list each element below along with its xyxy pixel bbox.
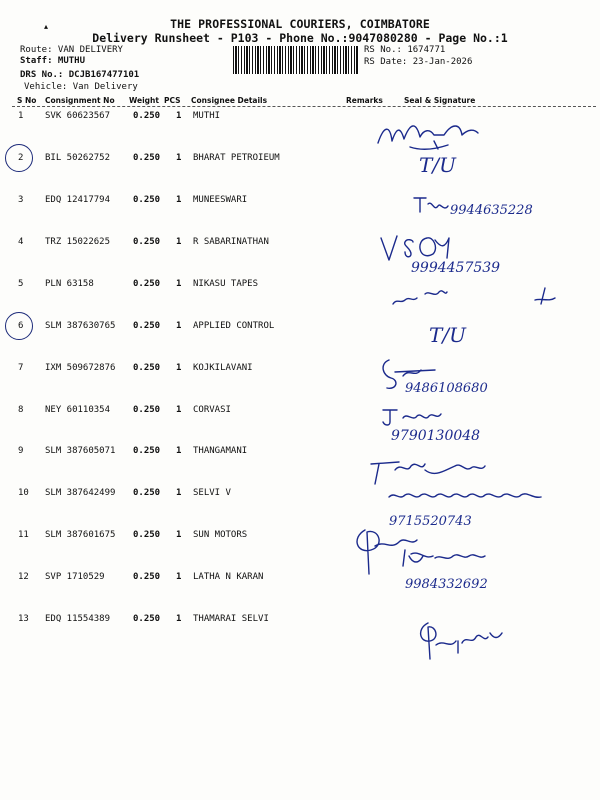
row-consignee: KOJKILAVANI	[193, 363, 253, 373]
row-consignment: SLM 387630765	[45, 321, 116, 331]
row-weight: 0.250	[133, 279, 161, 289]
row-consignment: SLM 387601675	[45, 530, 116, 540]
handwritten-phone-row-8: 9790130048	[391, 428, 481, 444]
row-pcs: 1	[176, 614, 182, 624]
row-consignment: SLM 387605071	[45, 446, 116, 456]
row-consignee: R SABARINATHAN	[193, 237, 269, 247]
row-consignment: IXM 509672876	[45, 363, 116, 373]
row-pcs: 1	[176, 111, 182, 121]
table-row	[0, 446, 600, 488]
rs-number: RS No.: 1674771	[364, 45, 446, 55]
row-consignment: EDQ 11554389	[45, 614, 111, 624]
row-consignee: CORVASI	[193, 405, 231, 415]
handwritten-phone-row-3: 9944635228	[450, 203, 533, 218]
row-weight: 0.250	[133, 195, 161, 205]
row-weight: 0.250	[133, 614, 161, 624]
vehicle-label: Vehicle: Van Delivery	[24, 82, 138, 92]
row-consignment: SVP 1710529	[45, 572, 105, 582]
row-consignee: MUNEESWARI	[193, 195, 248, 205]
table-row	[0, 111, 600, 153]
row-weight: 0.250	[133, 405, 161, 415]
staff-label: Staff: MUTHU	[20, 56, 86, 66]
rs-date: RS Date: 23-Jan-2026	[364, 57, 473, 67]
col-consignee: Consignee Details	[191, 96, 268, 105]
row-pcs: 1	[176, 530, 182, 540]
row-sno: 9	[18, 446, 24, 456]
row-consignee: THANGAMANI	[193, 446, 248, 456]
row-weight: 0.250	[133, 488, 161, 498]
row-consignee: SUN MOTORS	[193, 530, 248, 540]
col-remarks: Remarks	[346, 96, 383, 105]
row-sno: 1	[18, 111, 24, 121]
handwriting-row-6	[425, 320, 485, 350]
row-sno: 12	[18, 572, 29, 582]
row-sno: 13	[18, 614, 29, 624]
row-weight: 0.250	[133, 321, 161, 331]
col-sno: S No	[17, 96, 37, 105]
row-consignee: THAMARAI SELVI	[193, 614, 269, 624]
row-pcs: 1	[176, 488, 182, 498]
table-row	[0, 153, 600, 195]
header-divider	[12, 106, 596, 107]
col-seal-signature: Seal & Signature	[404, 96, 476, 105]
row-consignment: SLM 387642499	[45, 488, 116, 498]
signature-row-12	[395, 548, 565, 598]
col-weight: Weight	[129, 96, 159, 105]
signature-row-5	[385, 280, 575, 315]
row-pcs: 1	[176, 237, 182, 247]
col-consignment: Consignment No	[45, 96, 115, 105]
row-consignment: EDQ 12417794	[45, 195, 111, 205]
row-consignee: MUTHI	[193, 111, 221, 121]
row-consignment: SVK 60623567	[45, 111, 111, 121]
row-consignee: BHARAT PETROIEUM	[193, 153, 280, 163]
signature-row-1	[370, 115, 490, 155]
signature-row-7	[375, 352, 555, 398]
handwriting-row-2	[415, 150, 475, 178]
scan-speck: ▴	[44, 22, 49, 31]
row-consignee: APPLIED CONTROL	[193, 321, 275, 331]
row-pcs: 1	[176, 446, 182, 456]
row-consignment: NEY 60110354	[45, 405, 111, 415]
row-consignee: LATHA N KARAN	[193, 572, 264, 582]
row-sno: 10	[18, 488, 29, 498]
row-sno: 3	[18, 195, 24, 205]
row-sno: 6	[18, 321, 24, 331]
row-sno: 2	[18, 153, 24, 163]
handwritten-phone-row-12: 9984332692	[405, 577, 488, 592]
handwritten-phone-row-7: 9486108680	[405, 381, 488, 396]
row-weight: 0.250	[133, 363, 161, 373]
row-pcs: 1	[176, 321, 182, 331]
row-pcs: 1	[176, 572, 182, 582]
route-label: Route: VAN DELIVERY	[20, 45, 123, 55]
row-pcs: 1	[176, 279, 182, 289]
row-consignee: SELVI V	[193, 488, 231, 498]
row-sno: 11	[18, 530, 29, 540]
company-title: THE PROFESSIONAL COURIERS, COIMBATORE	[170, 17, 430, 31]
row-pcs: 1	[176, 363, 182, 373]
ink-circle-row-2	[5, 144, 33, 172]
handwriting-row-3	[410, 190, 570, 220]
col-pcs: PCS	[164, 96, 181, 105]
ink-circle-row-6	[5, 312, 33, 340]
signature-row-4	[375, 228, 565, 278]
drs-label: DRS No.: DCJB167477101	[20, 70, 140, 80]
row-pcs: 1	[176, 195, 182, 205]
handwritten-phone-row-10: 9715520743	[389, 514, 472, 529]
handwritten-tu: T/U	[419, 153, 456, 177]
row-consignment: BIL 50262752	[45, 153, 111, 163]
table-row	[0, 614, 600, 656]
handwritten-tu-6: T/U	[429, 323, 466, 347]
row-weight: 0.250	[133, 572, 161, 582]
row-consignment: TRZ 15022625	[45, 237, 111, 247]
row-consignee: NIKASU TAPES	[193, 279, 259, 289]
row-sno: 5	[18, 279, 24, 289]
barcode	[233, 46, 359, 74]
row-weight: 0.250	[133, 153, 161, 163]
row-sno: 7	[18, 363, 24, 373]
row-pcs: 1	[176, 405, 182, 415]
handwritten-phone-row-4: 9994457539	[411, 260, 501, 276]
row-pcs: 1	[176, 153, 182, 163]
signature-row-13	[410, 615, 510, 665]
row-weight: 0.250	[133, 111, 161, 121]
row-weight: 0.250	[133, 237, 161, 247]
row-weight: 0.250	[133, 530, 161, 540]
row-weight: 0.250	[133, 446, 161, 456]
runsheet-subtitle: Delivery Runsheet - P103 - Phone No.:9047080280 - Page No.:1	[92, 31, 508, 45]
row-consignment: PLN 63158	[45, 279, 94, 289]
row-sno: 8	[18, 405, 24, 415]
signature-row-8	[375, 400, 565, 446]
row-sno: 4	[18, 237, 24, 247]
signature-row-9	[365, 450, 505, 490]
